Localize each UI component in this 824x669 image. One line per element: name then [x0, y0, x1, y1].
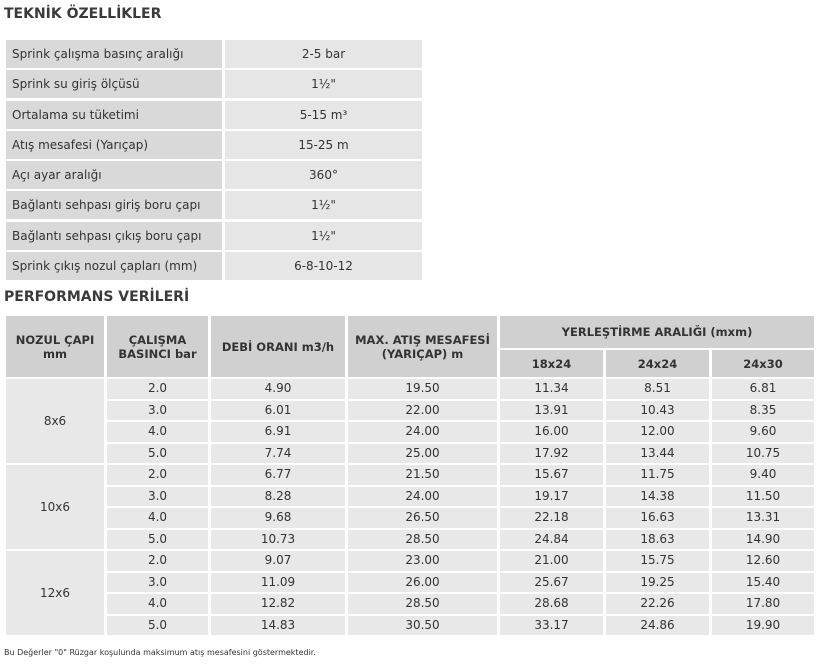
table-row — [6, 444, 814, 464]
spec-row — [6, 191, 422, 219]
table-cell: 16.63 — [606, 508, 709, 528]
perf-title: PERFORMANS VERİLERİ — [4, 289, 190, 305]
table-cell: 22.00 — [348, 401, 497, 421]
table-row — [6, 594, 814, 614]
table-cell: 8.28 — [211, 487, 345, 507]
table-cell: 25.00 — [348, 444, 497, 464]
table-cell: 13.91 — [500, 401, 603, 421]
table-cell: 14.38 — [606, 487, 709, 507]
table-cell: 24.00 — [348, 487, 497, 507]
table-cell: 33.17 — [500, 616, 603, 636]
table-cell: 15.75 — [606, 551, 709, 571]
table-cell: 3.0 — [107, 573, 208, 593]
spec-label: Sprink çıkış nozul çapları (mm) — [6, 252, 222, 280]
table-cell: 6.91 — [211, 422, 345, 442]
spacing-subheader: 24x30 — [712, 350, 814, 377]
table-cell: 16.00 — [500, 422, 603, 442]
table-cell: 28.50 — [348, 530, 497, 550]
table-cell: 15.40 — [712, 573, 814, 593]
table-cell: 4.90 — [211, 379, 345, 399]
spec-row — [6, 131, 422, 159]
spec-row — [6, 252, 422, 280]
table-row — [6, 573, 814, 593]
table-cell: 14.83 — [211, 616, 345, 636]
table-cell: 21.50 — [348, 465, 497, 485]
specs-title: TEKNİK ÖZELLİKLER — [4, 6, 162, 22]
table-cell: 9.60 — [712, 422, 814, 442]
table-cell: 2.0 — [107, 379, 208, 399]
nozzle-cell: 12x6 — [6, 551, 104, 635]
table-cell: 19.90 — [712, 616, 814, 636]
table-cell: 23.00 — [348, 551, 497, 571]
table-cell: 5.0 — [107, 616, 208, 636]
spec-value: 360° — [225, 161, 422, 189]
spec-value: 1½" — [225, 222, 422, 250]
spacing-subheader: 18x24 — [500, 350, 603, 377]
nozzle-header: NOZUL ÇAPI mm — [6, 316, 104, 377]
table-row — [6, 551, 814, 571]
table-cell: 8.51 — [606, 379, 709, 399]
table-cell: 22.26 — [606, 594, 709, 614]
table-cell: 5.0 — [107, 530, 208, 550]
table-row — [6, 401, 814, 421]
table-cell: 11.09 — [211, 573, 345, 593]
table-cell: 14.90 — [712, 530, 814, 550]
spec-label: Ortalama su tüketimi — [6, 101, 222, 129]
table-cell: 13.44 — [606, 444, 709, 464]
spec-value: 15-25 m — [225, 131, 422, 159]
spec-row — [6, 40, 422, 68]
spec-row — [6, 222, 422, 250]
table-cell: 3.0 — [107, 401, 208, 421]
table-cell: 9.40 — [712, 465, 814, 485]
spec-label: Atış mesafesi (Yarıçap) — [6, 131, 222, 159]
nozzle-cell: 8x6 — [6, 379, 104, 463]
table-cell: 18.63 — [606, 530, 709, 550]
table-cell: 7.74 — [211, 444, 345, 464]
spec-label: Sprink su giriş ölçüsü — [6, 70, 222, 98]
table-cell: 26.50 — [348, 508, 497, 528]
table-row — [6, 530, 814, 550]
table-cell: 10.43 — [606, 401, 709, 421]
table-cell: 19.50 — [348, 379, 497, 399]
spacing-header: YERLEŞTİRME ARALIĞI (mxm) — [500, 316, 814, 348]
flow-header: DEBİ ORANI m3/h — [211, 316, 345, 377]
table-cell: 4.0 — [107, 422, 208, 442]
nozzle-cell: 10x6 — [6, 465, 104, 549]
spec-label: Açı ayar aralığı — [6, 161, 222, 189]
table-cell: 15.67 — [500, 465, 603, 485]
table-cell: 12.60 — [712, 551, 814, 571]
pressure-header: ÇALIŞMA BASINCI bar — [107, 316, 208, 377]
spec-value: 1½" — [225, 191, 422, 219]
distance-header: MAX. ATIŞ MESAFESİ (YARIÇAP) m — [348, 316, 497, 377]
spec-value: 6-8-10-12 — [225, 252, 422, 280]
table-cell: 8.35 — [712, 401, 814, 421]
table-cell: 5.0 — [107, 444, 208, 464]
spec-value: 1½" — [225, 70, 422, 98]
footnote: Bu Değerler "0" Rüzgar koşulunda maksimum atış mesafesini göstermektedir. — [4, 648, 316, 657]
table-cell: 6.77 — [211, 465, 345, 485]
spec-row — [6, 70, 422, 98]
table-row — [6, 379, 814, 399]
table-cell: 25.67 — [500, 573, 603, 593]
table-cell: 12.00 — [606, 422, 709, 442]
table-cell: 3.0 — [107, 487, 208, 507]
table-cell: 28.50 — [348, 594, 497, 614]
table-cell: 22.18 — [500, 508, 603, 528]
table-cell: 12.82 — [211, 594, 345, 614]
table-row — [6, 465, 814, 485]
table-cell: 17.92 — [500, 444, 603, 464]
table-cell: 24.00 — [348, 422, 497, 442]
table-cell: 11.50 — [712, 487, 814, 507]
table-cell: 4.0 — [107, 594, 208, 614]
table-cell: 9.68 — [211, 508, 345, 528]
table-cell: 6.81 — [712, 379, 814, 399]
specs-table — [6, 40, 422, 282]
spec-label: Bağlantı sehpası giriş boru çapı — [6, 191, 222, 219]
table-cell: 11.34 — [500, 379, 603, 399]
table-cell: 17.80 — [712, 594, 814, 614]
table-cell: 28.68 — [500, 594, 603, 614]
table-cell: 24.84 — [500, 530, 603, 550]
table-row — [6, 487, 814, 507]
table-row — [6, 508, 814, 528]
table-cell: 10.73 — [211, 530, 345, 550]
table-cell: 2.0 — [107, 465, 208, 485]
table-cell: 6.01 — [211, 401, 345, 421]
spec-row — [6, 101, 422, 129]
table-cell: 26.00 — [348, 573, 497, 593]
spec-value: 5-15 m³ — [225, 101, 422, 129]
table-cell: 4.0 — [107, 508, 208, 528]
spacing-subheader: 24x24 — [606, 350, 709, 377]
performance-table — [3, 314, 817, 637]
table-row — [6, 616, 814, 636]
spec-label: Bağlantı sehpası çıkış boru çapı — [6, 222, 222, 250]
table-cell: 24.86 — [606, 616, 709, 636]
table-cell: 2.0 — [107, 551, 208, 571]
table-cell: 21.00 — [500, 551, 603, 571]
table-cell: 13.31 — [712, 508, 814, 528]
table-cell: 19.17 — [500, 487, 603, 507]
table-cell: 19.25 — [606, 573, 709, 593]
spec-value: 2-5 bar — [225, 40, 422, 68]
table-cell: 30.50 — [348, 616, 497, 636]
spec-row — [6, 161, 422, 189]
spec-label: Sprink çalışma basınç aralığı — [6, 40, 222, 68]
table-cell: 11.75 — [606, 465, 709, 485]
table-cell: 10.75 — [712, 444, 814, 464]
table-row — [6, 422, 814, 442]
table-cell: 9.07 — [211, 551, 345, 571]
